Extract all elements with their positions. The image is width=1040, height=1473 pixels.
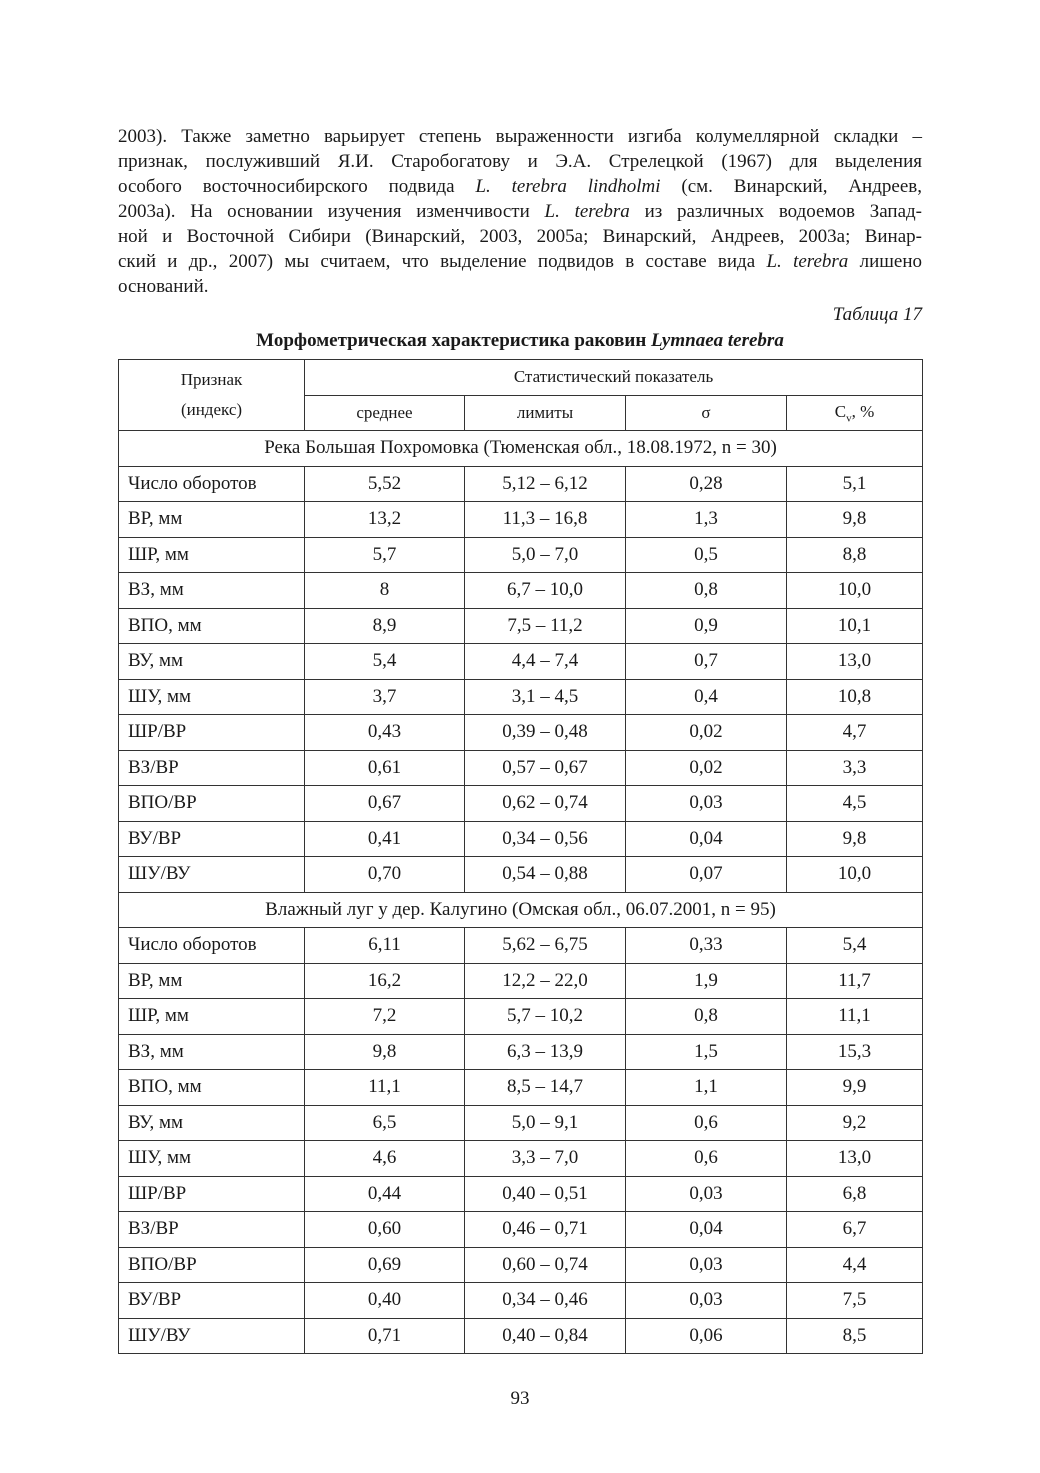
mean-cell: 6,5 [305, 1105, 465, 1141]
table-title [118, 329, 922, 353]
cv-cell: 13,0 [787, 644, 923, 680]
paragraph-line [118, 274, 922, 299]
table-row [119, 1247, 923, 1283]
header-stat-group: Статистический показатель [305, 360, 923, 396]
table-row [119, 608, 923, 644]
mean-cell: 0,61 [305, 750, 465, 786]
table-row [119, 573, 923, 609]
limits-cell: 5,0 – 7,0 [465, 537, 626, 573]
sigma-cell: 0,8 [626, 999, 787, 1035]
section-header-row [119, 431, 923, 467]
header-limits: лимиты [465, 395, 626, 431]
limits-cell: 0,60 – 0,74 [465, 1247, 626, 1283]
feature-cell: ВУ/ВР [119, 821, 305, 857]
feature-cell: ШР/ВР [119, 715, 305, 751]
paragraph-line [118, 124, 922, 149]
limits-cell: 8,5 – 14,7 [465, 1070, 626, 1106]
mean-cell: 0,60 [305, 1212, 465, 1248]
paragraph-line [118, 224, 922, 249]
feature-cell: ШР/ВР [119, 1176, 305, 1212]
text-fragment: из различных водоемов Запад- [629, 201, 923, 222]
paragraph-line [118, 149, 922, 174]
sigma-cell: 1,1 [626, 1070, 787, 1106]
sigma-cell: 0,02 [626, 715, 787, 751]
text-fragment: лишено [848, 251, 922, 272]
mean-cell: 8,9 [305, 608, 465, 644]
table-row [119, 750, 923, 786]
cv-cell: 9,9 [787, 1070, 923, 1106]
feature-cell: ВПО/ВР [119, 786, 305, 822]
limits-cell: 5,0 – 9,1 [465, 1105, 626, 1141]
table-row [119, 1176, 923, 1212]
sigma-cell: 0,7 [626, 644, 787, 680]
species-name: L. terebra [544, 201, 630, 222]
mean-cell: 5,52 [305, 466, 465, 502]
cv-cell: 9,2 [787, 1105, 923, 1141]
limits-cell: 12,2 – 22,0 [465, 963, 626, 999]
mean-cell: 11,1 [305, 1070, 465, 1106]
sigma-cell: 0,03 [626, 1247, 787, 1283]
header-feature-line2: (индекс) [180, 400, 243, 419]
header-cv-sub: v [846, 411, 852, 424]
table-row [119, 1141, 923, 1177]
limits-cell: 3,1 – 4,5 [465, 679, 626, 715]
mean-cell: 0,71 [305, 1318, 465, 1354]
page-body [118, 124, 922, 1354]
table-row [119, 1283, 923, 1319]
cv-cell: 7,5 [787, 1283, 923, 1319]
text-fragment: 2003а). На основании изучения изменчивости [118, 201, 545, 222]
mean-cell: 9,8 [305, 1034, 465, 1070]
sigma-cell: 0,03 [626, 1283, 787, 1319]
feature-cell: ШУ, мм [119, 1141, 305, 1177]
feature-cell: ШУ/ВУ [119, 1318, 305, 1354]
mean-cell: 3,7 [305, 679, 465, 715]
cv-cell: 10,8 [787, 679, 923, 715]
table-row [119, 644, 923, 680]
section-title: Влажный луг у дер. Калугино (Омская обл., 06.07.2001, n = 95) [119, 892, 923, 928]
header-mean: среднее [305, 395, 465, 431]
feature-cell: ВР, мм [119, 502, 305, 538]
feature-cell: ШУ/ВУ [119, 857, 305, 893]
table-row [119, 466, 923, 502]
section-title: Река Большая Похромовка (Тюменская обл., 18.08.1972, n = 30) [119, 431, 923, 467]
sigma-cell: 0,03 [626, 1176, 787, 1212]
table-row [119, 786, 923, 822]
header-feature [119, 360, 305, 431]
feature-cell: ВПО, мм [119, 608, 305, 644]
cv-cell: 10,1 [787, 608, 923, 644]
page-number: 93 [510, 1388, 530, 1409]
feature-cell: ВЗ, мм [119, 1034, 305, 1070]
species-name: L. terebra [766, 251, 849, 272]
body-paragraph [118, 124, 922, 299]
limits-cell: 6,7 – 10,0 [465, 573, 626, 609]
limits-cell: 6,3 – 13,9 [465, 1034, 626, 1070]
cv-cell: 4,5 [787, 786, 923, 822]
sigma-cell: 1,9 [626, 963, 787, 999]
table-row [119, 963, 923, 999]
mean-cell: 13,2 [305, 502, 465, 538]
cv-cell: 4,4 [787, 1247, 923, 1283]
table-row [119, 1318, 923, 1354]
feature-cell: ВЗ/ВР [119, 750, 305, 786]
cv-cell: 11,1 [787, 999, 923, 1035]
sigma-cell: 0,9 [626, 608, 787, 644]
sigma-cell: 0,4 [626, 679, 787, 715]
mean-cell: 8 [305, 573, 465, 609]
table-row [119, 821, 923, 857]
cv-cell: 10,0 [787, 857, 923, 893]
text-fragment: ский и др., 2007) мы считаем, что выделение подвидов в составе вида [118, 251, 767, 272]
cv-cell: 10,0 [787, 573, 923, 609]
limits-cell: 7,5 – 11,2 [465, 608, 626, 644]
cv-cell: 6,7 [787, 1212, 923, 1248]
cv-cell: 13,0 [787, 1141, 923, 1177]
text-fragment: признак, послуживший Я.И. Старобогатову и Э.А. Стрелецкой (1967) для выделения [118, 151, 922, 172]
limits-cell: 0,40 – 0,84 [465, 1318, 626, 1354]
cv-cell: 9,8 [787, 821, 923, 857]
mean-cell: 0,69 [305, 1247, 465, 1283]
cv-cell: 4,7 [787, 715, 923, 751]
sigma-cell: 1,3 [626, 502, 787, 538]
mean-cell: 4,6 [305, 1141, 465, 1177]
feature-cell: ВУ, мм [119, 644, 305, 680]
limits-cell: 0,54 – 0,88 [465, 857, 626, 893]
mean-cell: 0,43 [305, 715, 465, 751]
limits-cell: 0,40 – 0,51 [465, 1176, 626, 1212]
text-fragment: (см. Винарский, Андреев, [660, 176, 922, 197]
text-fragment: оснований. [118, 276, 209, 297]
limits-cell: 0,39 – 0,48 [465, 715, 626, 751]
table-header-row [119, 360, 923, 396]
mean-cell: 16,2 [305, 963, 465, 999]
text-fragment: 2003). Также заметно варьирует степень выраженности изгиба колумеллярной складки – [118, 126, 922, 147]
table-row [119, 502, 923, 538]
table-row [119, 1212, 923, 1248]
table-label: Таблица 17 [832, 304, 922, 325]
table-body [119, 431, 923, 1354]
feature-cell: ВР, мм [119, 963, 305, 999]
limits-cell: 0,57 – 0,67 [465, 750, 626, 786]
paragraph-line [118, 199, 922, 224]
feature-cell: ВПО/ВР [119, 1247, 305, 1283]
table-row [119, 537, 923, 573]
feature-cell: ВЗ, мм [119, 573, 305, 609]
text-fragment: особого восточносибирского подвида [118, 176, 476, 197]
section-header-row [119, 892, 923, 928]
sigma-cell: 0,8 [626, 573, 787, 609]
mean-cell: 0,70 [305, 857, 465, 893]
table-row [119, 1070, 923, 1106]
sigma-cell: 0,6 [626, 1141, 787, 1177]
limits-cell: 4,4 – 7,4 [465, 644, 626, 680]
header-cv-suffix: , % [851, 401, 875, 421]
mean-cell: 6,11 [305, 928, 465, 964]
limits-cell: 0,34 – 0,46 [465, 1283, 626, 1319]
sigma-cell: 0,03 [626, 786, 787, 822]
cv-cell: 9,8 [787, 502, 923, 538]
sigma-cell: 0,28 [626, 466, 787, 502]
cv-cell: 11,7 [787, 963, 923, 999]
mean-cell: 5,4 [305, 644, 465, 680]
header-feature-line1: Признак [180, 370, 243, 389]
feature-cell: ВЗ/ВР [119, 1212, 305, 1248]
feature-cell: ВУ, мм [119, 1105, 305, 1141]
limits-cell: 11,3 – 16,8 [465, 502, 626, 538]
feature-cell: ВПО, мм [119, 1070, 305, 1106]
species-name: L. terebra lindholmi [475, 176, 661, 197]
cv-cell: 5,4 [787, 928, 923, 964]
header-cv [787, 395, 923, 431]
paragraph-line [118, 174, 922, 199]
sigma-cell: 0,04 [626, 1212, 787, 1248]
table-row [119, 928, 923, 964]
limits-cell: 0,34 – 0,56 [465, 821, 626, 857]
table-row [119, 999, 923, 1035]
table-title-text: Морфометрическая характеристика раковин [256, 330, 652, 351]
feature-cell: ВУ/ВР [119, 1283, 305, 1319]
table-row [119, 1034, 923, 1070]
cv-cell: 8,5 [787, 1318, 923, 1354]
paragraph-line [118, 249, 922, 274]
feature-cell: ШР, мм [119, 999, 305, 1035]
feature-cell: ШУ, мм [119, 679, 305, 715]
cv-cell: 3,3 [787, 750, 923, 786]
header-sigma: σ [626, 395, 787, 431]
sigma-cell: 0,07 [626, 857, 787, 893]
sigma-cell: 0,06 [626, 1318, 787, 1354]
table-row [119, 857, 923, 893]
mean-cell: 0,41 [305, 821, 465, 857]
limits-cell: 3,3 – 7,0 [465, 1141, 626, 1177]
feature-cell: Число оборотов [119, 928, 305, 964]
mean-cell: 0,40 [305, 1283, 465, 1319]
sigma-cell: 0,5 [626, 537, 787, 573]
feature-cell: ШР, мм [119, 537, 305, 573]
table-title-species: Lymnaea terebra [651, 330, 784, 351]
header-cv-letter: C [834, 401, 847, 421]
mean-cell: 5,7 [305, 537, 465, 573]
limits-cell: 5,62 – 6,75 [465, 928, 626, 964]
cv-cell: 8,8 [787, 537, 923, 573]
mean-cell: 7,2 [305, 999, 465, 1035]
limits-cell: 0,46 – 0,71 [465, 1212, 626, 1248]
table-row [119, 679, 923, 715]
sigma-cell: 1,5 [626, 1034, 787, 1070]
feature-cell: Число оборотов [119, 466, 305, 502]
table-row [119, 1105, 923, 1141]
table-row [119, 715, 923, 751]
cv-cell: 15,3 [787, 1034, 923, 1070]
sigma-cell: 0,33 [626, 928, 787, 964]
limits-cell: 5,7 – 10,2 [465, 999, 626, 1035]
text-fragment: ной и Восточной Сибири (Винарский, 2003, 2005а; Винарский, Андреев, 2003а; Винар- [118, 226, 922, 247]
cv-cell: 5,1 [787, 466, 923, 502]
sigma-cell: 0,04 [626, 821, 787, 857]
data-table [118, 359, 923, 1354]
sigma-cell: 0,6 [626, 1105, 787, 1141]
cv-cell: 6,8 [787, 1176, 923, 1212]
mean-cell: 0,67 [305, 786, 465, 822]
mean-cell: 0,44 [305, 1176, 465, 1212]
limits-cell: 0,62 – 0,74 [465, 786, 626, 822]
sigma-cell: 0,02 [626, 750, 787, 786]
limits-cell: 5,12 – 6,12 [465, 466, 626, 502]
